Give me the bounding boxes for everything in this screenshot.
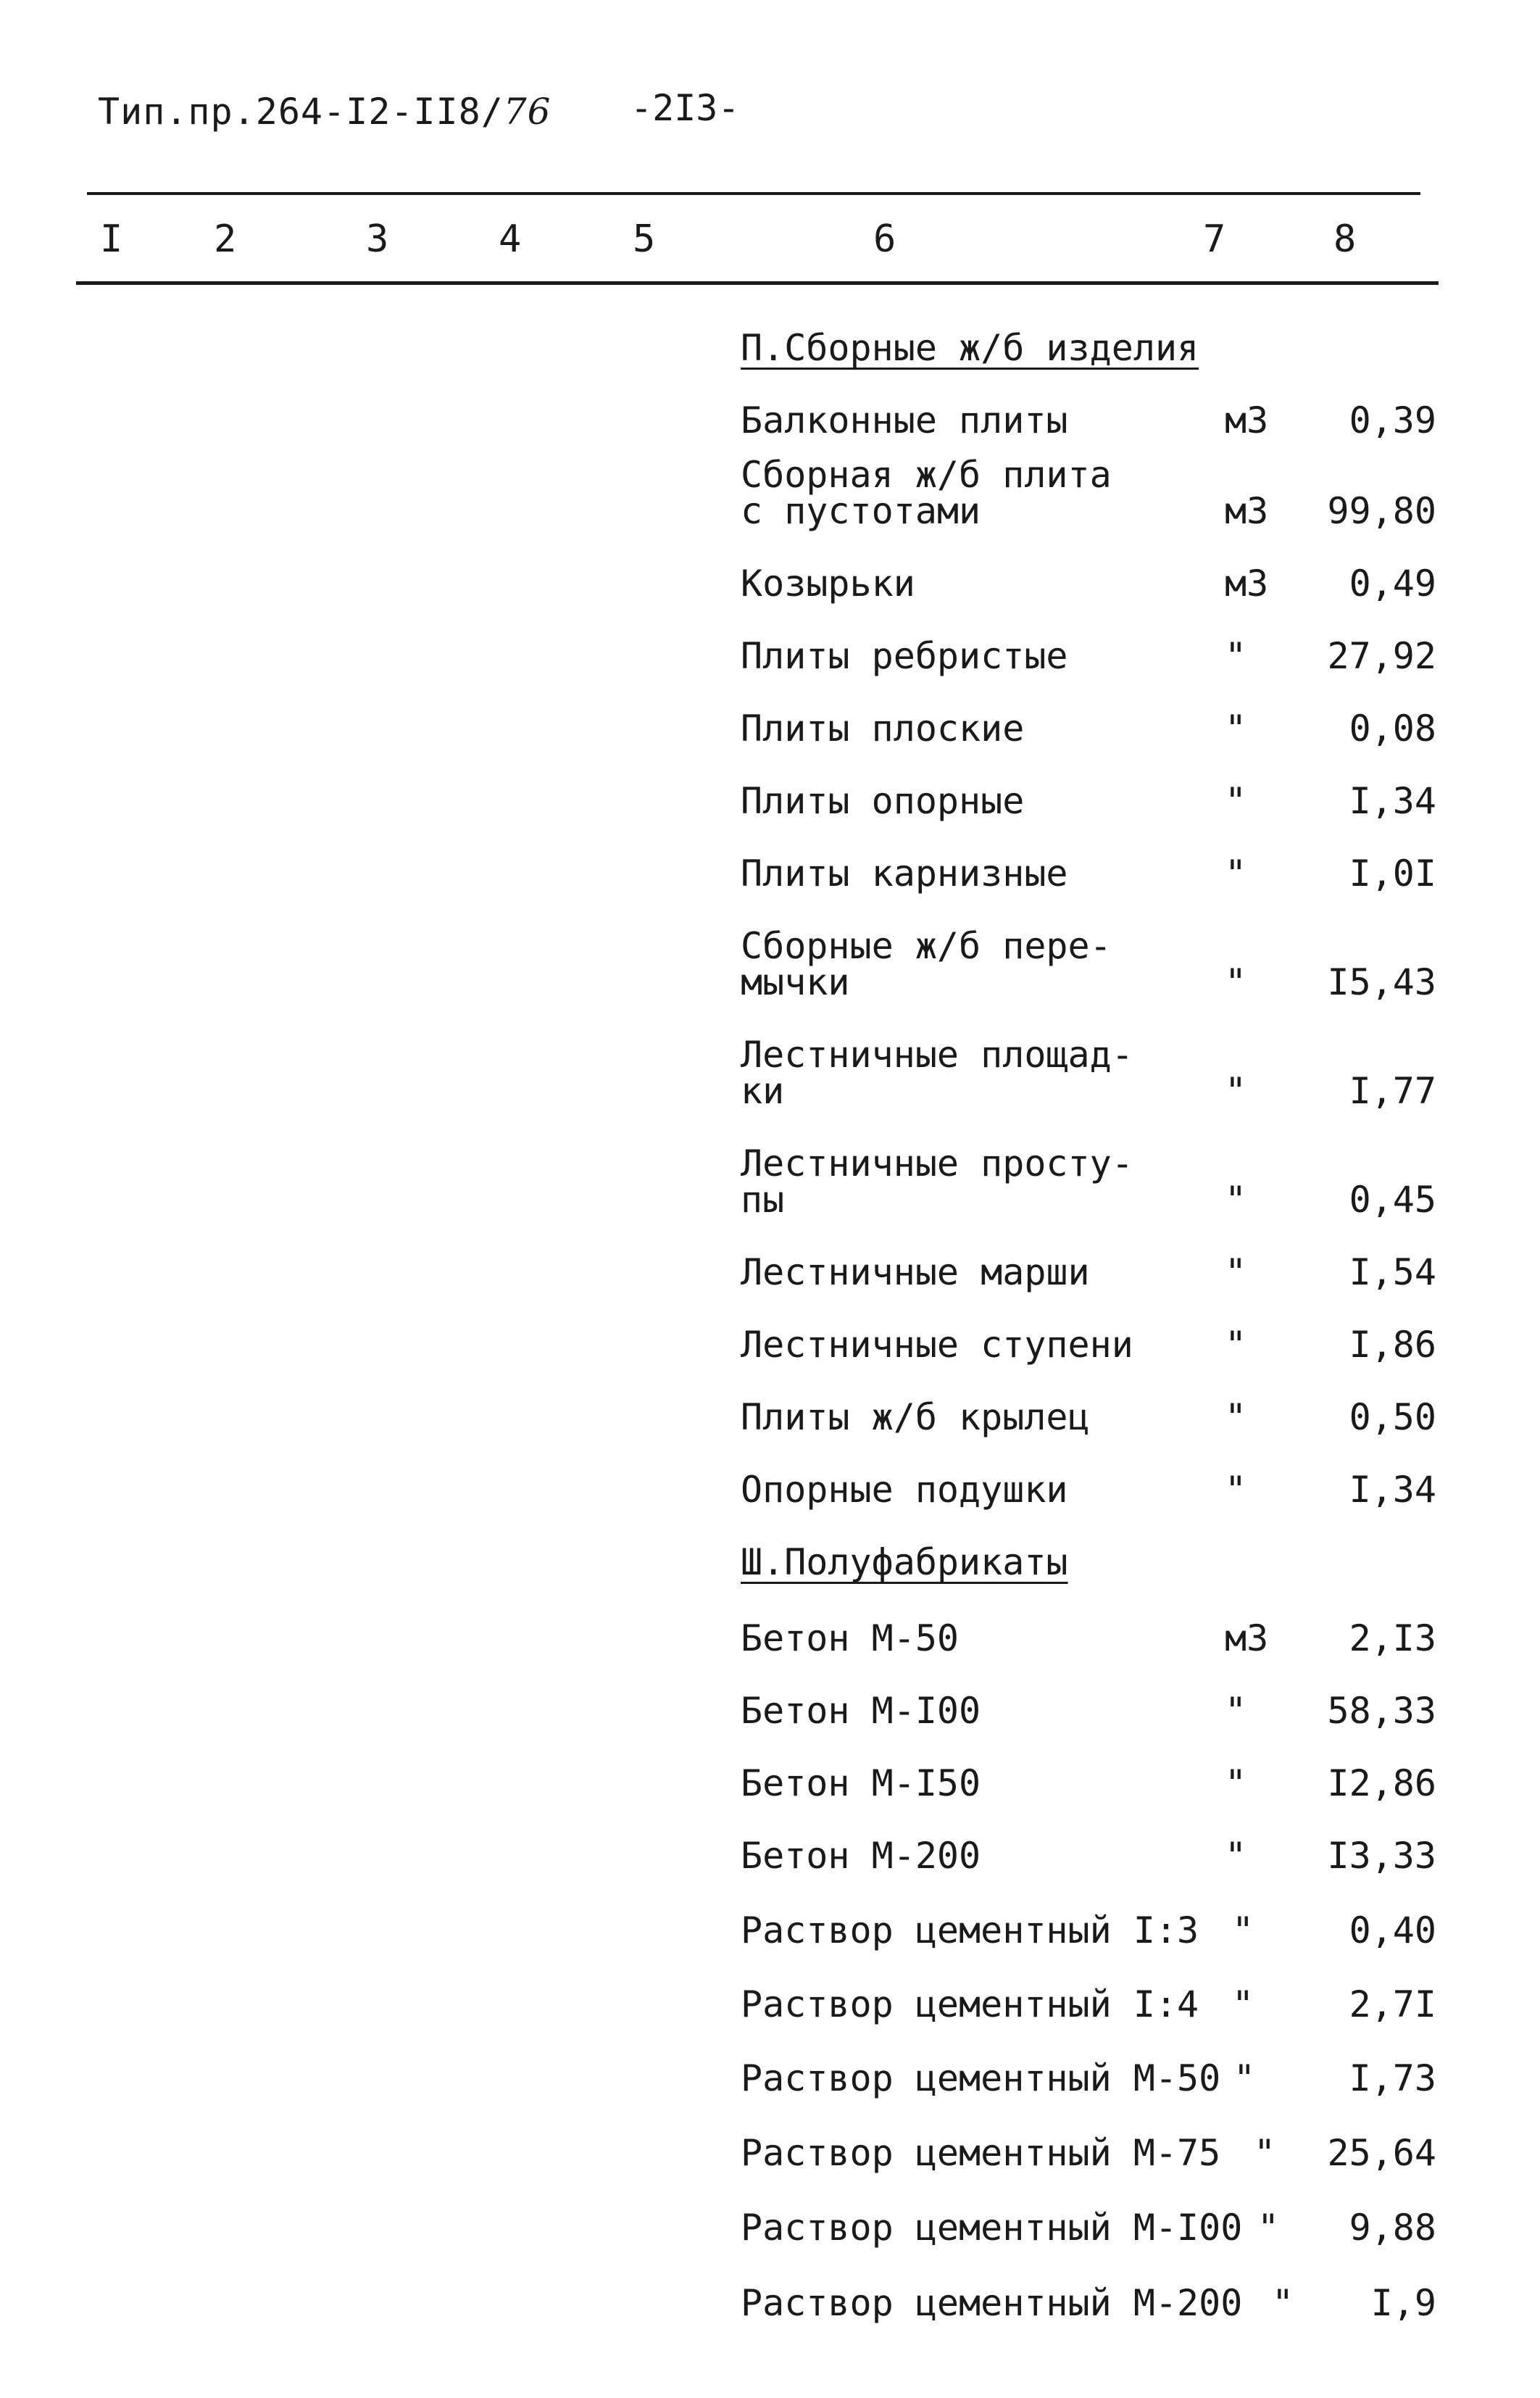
page-number: -2I3-: [630, 87, 740, 129]
item-unit: ": [1254, 2132, 1276, 2174]
item-name: Раствор цементный I:4: [741, 1983, 1199, 2025]
item-quantity: I,9: [1370, 2282, 1436, 2324]
item-quantity: I,34: [1349, 780, 1436, 822]
item-name: Балконные плиты: [741, 399, 1068, 441]
item-name: Раствор цементный М-I00: [741, 2207, 1243, 2249]
item-name: Сборная ж/б плита с пустотами: [741, 454, 1112, 532]
item-unit: ": [1225, 1762, 1247, 1804]
document-reference: [98, 91, 551, 133]
item-unit: ": [1225, 1070, 1247, 1112]
item-quantity: I,77: [1349, 1070, 1436, 1112]
item-unit: ": [1225, 708, 1247, 750]
column-number: I: [100, 217, 123, 261]
item-name: Плиты карнизные: [741, 852, 1068, 895]
item-name: Плиты ж/б крылец: [741, 1396, 1090, 1438]
item-quantity: 2,7I: [1349, 1983, 1436, 2025]
table-header-rule: [76, 281, 1439, 285]
item-quantity: I,86: [1349, 1324, 1436, 1366]
item-name: Лестничные площад- ки: [741, 1034, 1133, 1112]
item-quantity: I5,43: [1327, 961, 1436, 1003]
item-quantity: I,73: [1349, 2057, 1436, 2099]
item-quantity: 0,50: [1349, 1396, 1436, 1438]
item-unit: ": [1257, 2207, 1280, 2249]
item-quantity: 0,45: [1349, 1179, 1436, 1221]
item-unit: ": [1225, 780, 1247, 822]
column-number: 3: [366, 217, 389, 261]
section-heading: Ш.Полуфабрикаты: [741, 1541, 1068, 1583]
doc-ref-handwritten: 76: [503, 91, 552, 133]
item-quantity: I,54: [1349, 1251, 1436, 1293]
item-unit: ": [1225, 1179, 1247, 1221]
item-name: Сборные ж/б пере- мычки: [741, 925, 1112, 1003]
item-unit: ": [1225, 1324, 1247, 1366]
item-quantity: 0,40: [1349, 1909, 1436, 1951]
item-name: Лестничные марши: [741, 1251, 1090, 1293]
item-quantity: I2,86: [1327, 1762, 1436, 1804]
table-top-rule: [87, 192, 1420, 195]
item-unit: ": [1225, 1690, 1247, 1732]
column-number: 6: [873, 217, 896, 261]
column-number: 8: [1333, 217, 1357, 261]
item-unit: м3: [1225, 563, 1269, 605]
item-quantity: I,34: [1349, 1469, 1436, 1511]
item-unit: м3: [1225, 1617, 1269, 1659]
item-quantity: 9,88: [1349, 2207, 1436, 2249]
item-quantity: 25,64: [1327, 2132, 1436, 2174]
item-quantity: 27,92: [1327, 635, 1436, 677]
column-number: 7: [1203, 217, 1226, 261]
item-quantity: 2,I3: [1349, 1617, 1436, 1659]
item-name: Раствор цементный М-75: [741, 2132, 1221, 2174]
item-unit: ": [1233, 2057, 1256, 2099]
item-name: Лестничные просту- пы: [741, 1142, 1133, 1221]
item-name: Лестничные ступени: [741, 1324, 1133, 1366]
item-name: Плиты плоские: [741, 708, 1025, 750]
item-name: Раствор цементный М-50: [741, 2057, 1221, 2099]
item-name: Плиты ребристые: [741, 635, 1068, 677]
item-name: Бетон М-200: [741, 1835, 981, 1877]
item-unit: ": [1232, 1909, 1254, 1951]
column-number: 2: [214, 217, 237, 261]
item-unit: ": [1225, 1835, 1247, 1877]
section-heading: П.Сборные ж/б изделия: [741, 327, 1199, 369]
item-name: Бетон М-50: [741, 1617, 960, 1659]
item-unit: ": [1225, 961, 1247, 1003]
item-quantity: 0,08: [1349, 708, 1436, 750]
item-quantity: I,0I: [1349, 852, 1436, 895]
item-name: Раствор цементный М-200: [741, 2282, 1243, 2324]
item-name: Бетон М-I00: [741, 1690, 981, 1732]
item-name: Раствор цементный I:3: [741, 1909, 1199, 1951]
item-name: Козырьки: [741, 563, 915, 605]
item-quantity: 58,33: [1327, 1690, 1436, 1732]
item-name: Плиты опорные: [741, 780, 1025, 822]
column-number: 5: [633, 217, 656, 261]
column-number: 4: [499, 217, 522, 261]
item-quantity: 99,80: [1327, 490, 1436, 532]
item-unit: ": [1225, 1396, 1247, 1438]
item-quantity: 0,39: [1349, 399, 1436, 441]
item-unit: ": [1225, 635, 1247, 677]
item-unit: ": [1225, 1469, 1247, 1511]
item-unit: м3: [1225, 399, 1269, 441]
item-name: Бетон М-I50: [741, 1762, 981, 1804]
item-name: Опорные подушки: [741, 1469, 1068, 1511]
item-quantity: 0,49: [1349, 563, 1436, 605]
item-unit: ": [1225, 1251, 1247, 1293]
item-unit: ": [1225, 852, 1247, 895]
item-quantity: I3,33: [1327, 1835, 1436, 1877]
doc-ref-typed: Тип.пр.264-I2-II8/: [98, 91, 504, 133]
item-unit: ": [1272, 2282, 1294, 2324]
item-unit: ": [1232, 1983, 1254, 2025]
item-unit: м3: [1225, 490, 1269, 532]
